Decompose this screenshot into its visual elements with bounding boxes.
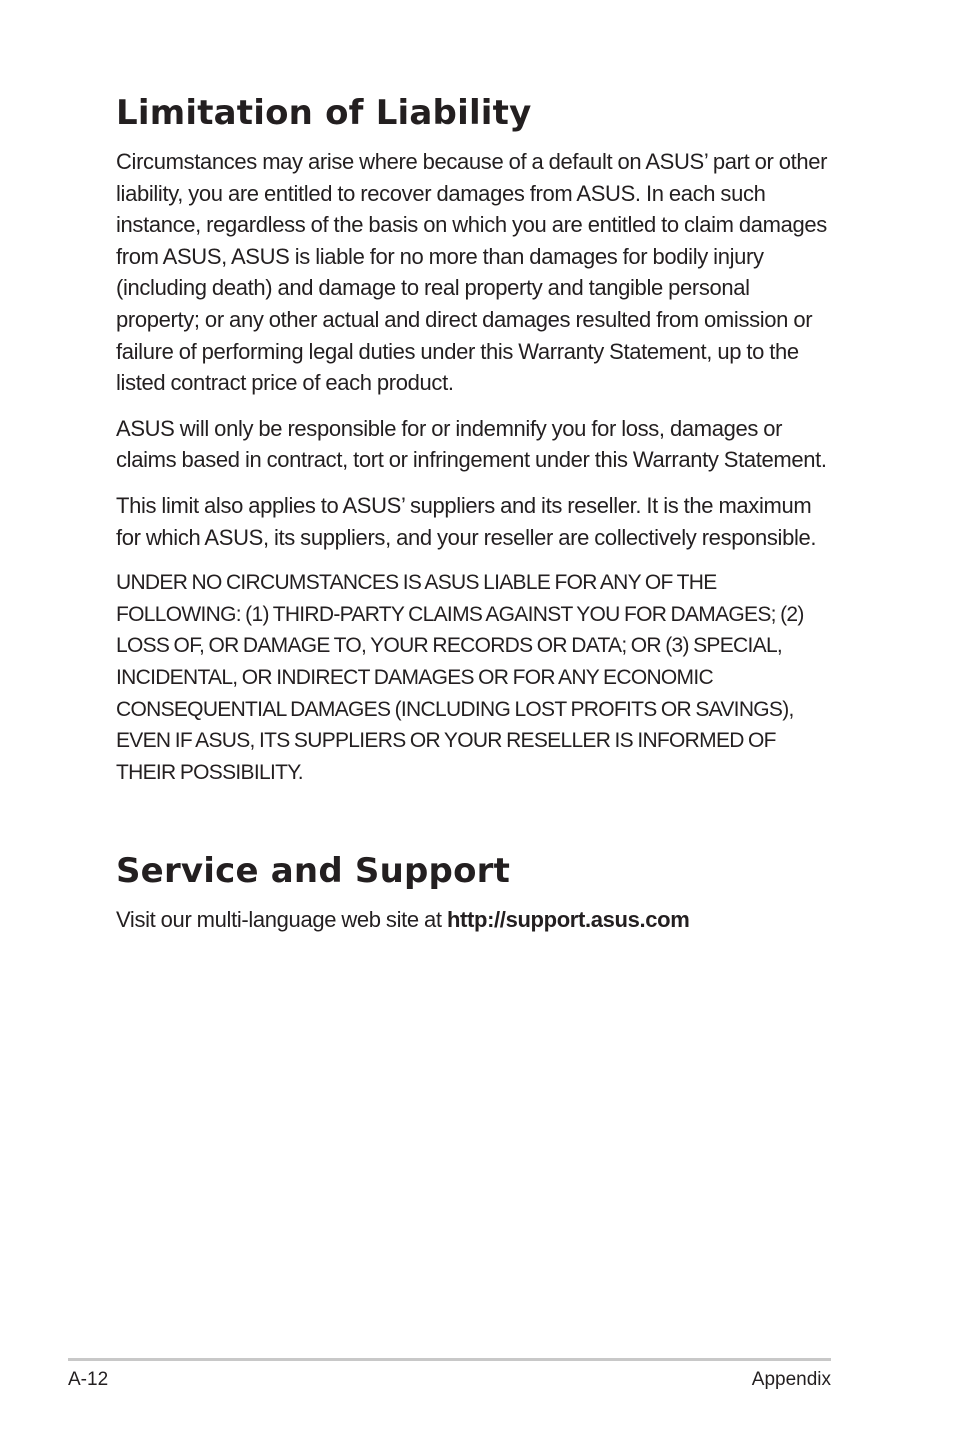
service-and-support-heading: Service and Support [116,851,511,892]
support-text: Visit our multi-language web site at [116,907,447,933]
section-spacer [116,802,836,850]
footer-page-number: A-12 [68,1369,109,1390]
liability-paragraph-4: UNDER NO CIRCUMSTANCES IS ASUS LIABLE FOR ANY OF THE FOLLOWING: (1) THIRD-PARTY CLAIMS AGAINST YOU FOR DAMAGES; (2) LOSS OF, OR DAMAGE TO, YOUR RECORDS OR DATA; OR (3) SPECIAL, INCIDENTAL, OR INDIRECT DAMAGES OR FOR ANY ECONOMIC CONSEQUENTIAL DAMAGES (INCLUDING LOST PROFITS OR SAVINGS), EVEN IF ASUS, ITS SUPPLIERS OR YOUR RESELLER IS INFORMED OF THEIR POSSIBILITY. [116,571,804,784]
support-paragraph [116,904,836,936]
liability-paragraph-2: ASUS will only be responsible for or indemnify you for loss, damages or claims based in contract, tort or infringement under this Warranty Statement. [116,415,827,473]
liability-paragraph-3: This limit also applies to ASUS’ suppliers and its reseller. It is the maximum for which ASUS, its suppliers, and your reseller are collectively responsible. [116,492,817,550]
limitation-of-liability-heading: Limitation of Liability [116,93,532,133]
support-url-link[interactable]: http://support.asus.com [446,907,690,933]
footer-section-label: Appendix [751,1369,831,1390]
footer-divider [68,1358,831,1361]
liability-paragraph-1: Circumstances may arise where because of a default on ASUS’ part or other liability, you are entitled to recover damages from ASUS. In each such instance, regardless of the basis on which you are entitled to claim damages from ASUS, ASUS is liable for no more than damages for bodily injury (including death) and damage to real property and tangible personal property; or any other actual and direct damages resulted from omission or failure of performing legal duties under this Warranty Statement, up to the listed contract price of each product. [116,149,828,396]
page-content [116,92,836,950]
